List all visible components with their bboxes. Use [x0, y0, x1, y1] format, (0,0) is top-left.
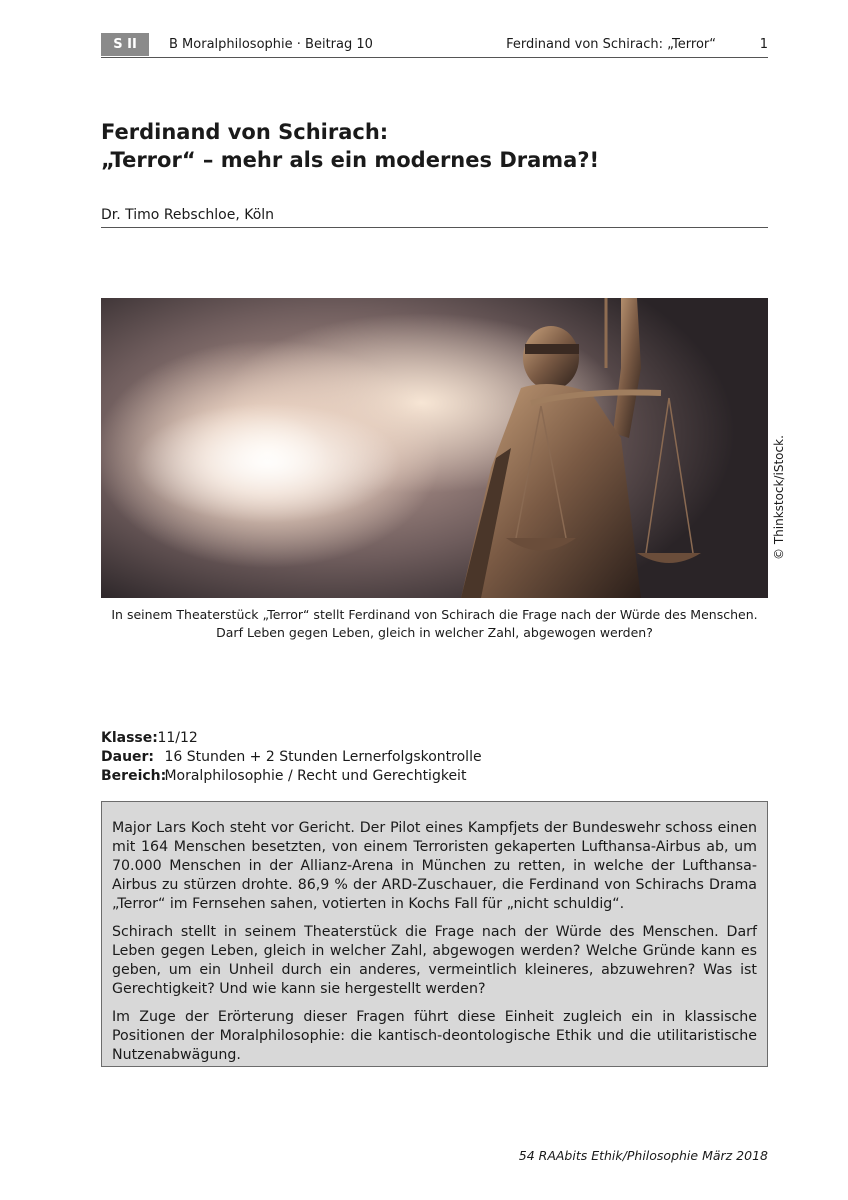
caption-line-2: Darf Leben gegen Leben, gleich in welcher Zahl, abgewogen werden? [216, 625, 653, 640]
bereich-value: Moralphilosophie / Recht und Gerechtigkeit [164, 768, 467, 784]
photo-caption [101, 606, 768, 642]
justitia-statue-illustration [101, 298, 768, 598]
meta-row-klasse [101, 729, 482, 748]
author-line: Dr. Timo Rebschloe, Köln [101, 207, 768, 228]
summary-paragraph-3: Im Zuge der Erörterung dieser Fragen führt diese Einheit zugleich ein in klassische Positionen der Moralphilosophie: die kantisch-deontologische Ethik und die utilitaristische Nutzenabwägung. [112, 1009, 757, 1063]
page-footer: 54 RAAbits Ethik/Philosophie März 2018 [518, 1148, 768, 1163]
section-label: B Moralphilosophie · Beitrag 10 [169, 37, 373, 52]
title-line-2: „Terror“ – mehr als ein modernes Drama?! [101, 148, 600, 172]
dauer-value: 16 Stunden + 2 Stunden Lernerfolgskontrolle [164, 749, 482, 765]
unit-metadata [101, 729, 482, 786]
justitia-photo [101, 298, 768, 598]
meta-row-bereich [101, 767, 482, 786]
page-header [101, 33, 768, 58]
running-title: Ferdinand von Schirach: „Terror“ [506, 37, 716, 52]
dauer-label: Dauer: [101, 749, 155, 765]
page-number: 1 [759, 37, 768, 52]
bereich-label: Bereich: [101, 768, 167, 784]
photo-credit: © Thinkstock/iStock. [772, 435, 786, 560]
meta-row-dauer [101, 748, 482, 767]
title-line-1: Ferdinand von Schirach: [101, 120, 389, 144]
summary-paragraph-2: Schirach stellt in seinem Theaterstück die Frage nach der Würde des Menschen. Darf Leben gegen Leben, gleich in welcher Zahl, abgewogen werden? Welche Gründe kann es geben, um ein Unheil durch ein anderes, vermeintlich kleineres, abzuwehren? Was ist Gerechtigkeit? Und wie kann sie hergestellt werden? [112, 924, 757, 997]
klasse-label: Klasse: [101, 730, 158, 746]
caption-line-1: In seinem Theaterstück „Terror“ stellt Ferdinand von Schirach die Frage nach der Würde des Menschen. [111, 607, 758, 622]
klasse-value: 11/12 [157, 730, 198, 746]
summary-box [101, 801, 768, 1067]
level-badge: S II [101, 33, 149, 56]
summary-paragraph-1: Major Lars Koch steht vor Gericht. Der Pilot eines Kampfjets der Bundeswehr schoss einen mit 164 Menschen besetzten, von einem Terroristen gekaperten Lufthansa-Airbus ab, um 70.000 Menschen in der Allianz-Arena in München zu retten, in welche der Lufthansa-Airbus zu stürzen drohte. 86,9 % der ARD-Zuschauer, die Ferdinand von Schirachs Drama „Terror“ im Fernsehen sahen, votierten in Kochs Fall für „nicht schuldig“. [112, 820, 757, 912]
page-title [101, 118, 768, 174]
